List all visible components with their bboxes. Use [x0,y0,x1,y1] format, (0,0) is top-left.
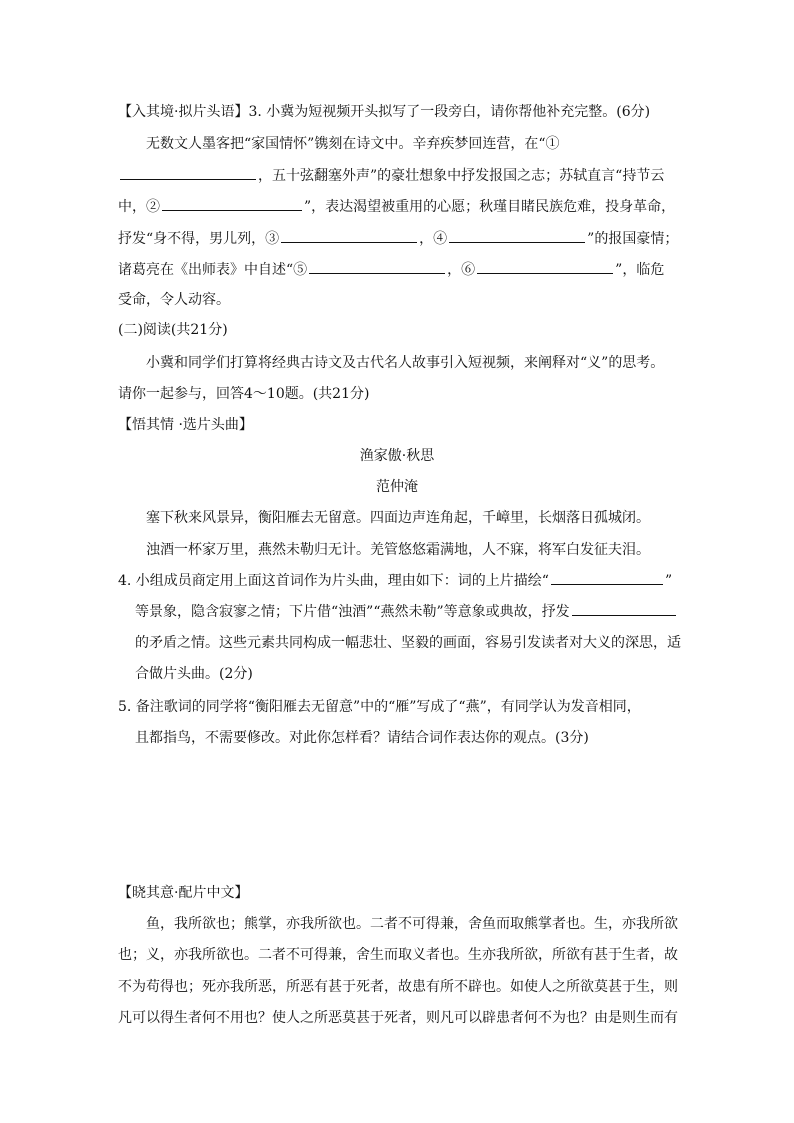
poem-section-tag: 【悟其情 ·选片头曲】 [118,417,253,433]
q4-blank-1[interactable] [551,570,663,585]
q3-line-5-start: 诸葛亮在《出师表》中自述“⑤ [118,262,308,278]
q3-line-4-end: ”的报国豪情； [587,231,679,247]
poem-line-1: 塞下秋来风景异，衡阳雁去无留意。四面边声连角起，千嶂里，长烟落日孤城闭。 [146,510,650,526]
q3-blank-5[interactable] [309,259,445,274]
q3-line-3 [118,196,675,217]
q4-line-1-text: 4. 小组成员商定用上面这首词作为片头曲，理由如下：词的上片描绘“ [118,573,549,589]
q3-line-1: 无数文人墨客把“家国情怀”镌刻在诗文中。辛弃疾梦回连营，在“① [146,136,560,152]
q4-line-1 [118,570,672,591]
q3-blank-4[interactable] [449,228,585,243]
classic-line-2: 也；义，亦我所欲也。二者不可得兼，舍生而取义者也。生亦我所欲，所欲有甚于生者，故 [118,947,678,963]
q3-line-4-mid: ，④ [419,231,448,247]
q4-line-3: 的矛盾之情。这些元素共同构成一幅悲壮、坚毅的画面，容易引发读者对大义的深思，适 [135,635,681,651]
classic-line-4: 凡可以得生者何不用也？使人之所恶莫甚于死者，则凡可以辟患者何不为也？由是则生而有 [118,1010,678,1026]
poem-title: 渔家傲·秋思 [359,448,435,464]
section-2-intro-1: 小冀和同学们打算将经典古诗文及古代名人故事引入短视频，来阐释对“义”的思考。 [146,355,665,371]
q5-line-2: 且都指鸟，不需要修改。对此你怎样看？请结合词作表达你的观点。(3分) [135,730,589,746]
q3-blank-3[interactable] [281,228,417,243]
poem-line-2: 浊酒一杯家万里，燕然未勒归无计。羌管悠悠霜满地，人不寐，将军白发征夫泪。 [146,542,650,558]
q3-line-3-end: ”，表达渴望被重用的心愿；秋瑾目睹民族危难，投身革命， [304,199,676,215]
poem-author: 范仲淹 [376,479,418,495]
q3-section-tag: 【入其境·拟片头语】 [118,104,249,120]
q4-blank-2[interactable] [572,601,676,616]
q3-blank-1[interactable] [120,165,256,180]
classic-section-tag: 【晓其意·配片中文】 [118,885,249,901]
section-2-intro-2: 请你一起参与，回答4～10题。(共21分) [118,386,370,402]
q3-line-5-mid: ，⑥ [447,262,476,278]
q3-line-4 [118,228,678,249]
q3-line-5-end: ”，临危 [615,262,665,278]
q3-line-6: 受命，令人动容。 [118,292,230,308]
q3-header-text: 3. 小冀为短视频开头拟写了一段旁白，请你帮他补充完整。(6分) [248,104,651,120]
q4-line-1-end: ” [664,573,673,589]
q3-header [118,102,650,122]
q3-blank-6[interactable] [477,259,613,274]
q3-line-5 [118,259,664,280]
q4-line-2 [135,601,678,622]
q5-line-1: 5. 备注歌词的同学将“衡阳雁去无留意”中的“雁”写成了“燕”，有同学认为发音相同， [118,699,641,715]
q3-line-2-text: ，五十弦翻塞外声”的豪壮想象中抒发报国之志；苏轼直言“持节云 [258,168,665,184]
q4-line-2-text: 等景象，隐含寂寥之情；下片借“浊酒”“燕然未勒”等意象或典故，抒发 [135,604,570,620]
q3-line-2 [118,165,664,186]
q3-blank-2[interactable] [162,196,302,211]
q3-line-3-start: 中，② [118,199,160,215]
section-2-title: (二)阅读(共21分) [118,322,228,338]
q3-line-4-start: 抒发“身不得，男儿列，③ [118,231,280,247]
classic-line-1: 鱼，我所欲也；熊掌，亦我所欲也。二者不可得兼，舍鱼而取熊掌者也。生，亦我所欲 [146,916,678,932]
classic-line-3: 不为苟得也；死亦我所恶，所恶有甚于死者，故患有所不辟也。如使人之所欲莫甚于生，则 [118,979,678,995]
q4-line-4: 合做片头曲。(2分) [135,666,253,682]
